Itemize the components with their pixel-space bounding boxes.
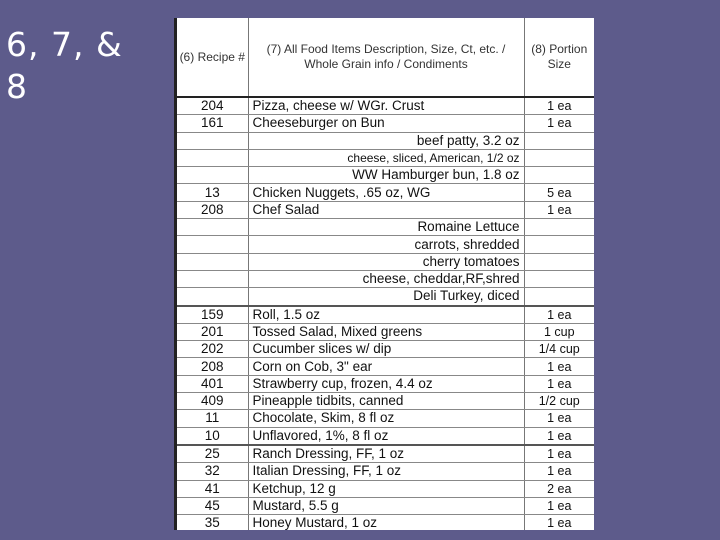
table-row <box>177 270 594 287</box>
portion-size-cell: 1/2 cup <box>524 393 594 410</box>
table-row <box>177 341 594 358</box>
recipe-number-cell <box>177 219 248 236</box>
recipe-number-cell: 161 <box>177 115 248 132</box>
table-row <box>177 480 594 497</box>
portion-size-cell <box>524 167 594 184</box>
food-description-cell: Mustard, 5.5 g <box>248 497 524 514</box>
table-row <box>177 132 594 149</box>
header-portion-size: (8) Portion Size <box>531 42 588 71</box>
recipe-number-cell: 10 <box>177 427 248 445</box>
portion-size-cell: 1 ea <box>524 445 594 463</box>
portion-size-cell <box>524 253 594 270</box>
food-description-cell: Chocolate, Skim, 8 fl oz <box>248 410 524 427</box>
table-header-row <box>177 18 594 97</box>
table-row <box>177 115 594 132</box>
table-row <box>177 393 594 410</box>
food-description-cell: Cucumber slices w/ dip <box>248 341 524 358</box>
food-description-cell: Unflavored, 1%, 8 fl oz <box>248 427 524 445</box>
recipe-number-cell: 409 <box>177 393 248 410</box>
food-description-cell: beef patty, 3.2 oz <box>248 132 524 149</box>
recipe-number-cell: 201 <box>177 323 248 340</box>
table-row <box>177 375 594 392</box>
food-description-cell: Cheeseburger on Bun <box>248 115 524 132</box>
food-description-cell: Pineapple tidbits, canned <box>248 393 524 410</box>
food-description-cell: carrots, shredded <box>248 236 524 253</box>
portion-size-cell: 1 ea <box>524 201 594 218</box>
header-recipe-number: (6) Recipe # <box>177 18 248 97</box>
table-row <box>177 201 594 218</box>
portion-size-cell: 1 ea <box>524 358 594 375</box>
portion-size-cell <box>524 236 594 253</box>
recipe-number-cell: 11 <box>177 410 248 427</box>
recipe-number-cell <box>177 236 248 253</box>
recipe-number-cell: 45 <box>177 497 248 514</box>
table-row <box>177 358 594 375</box>
recipe-number-cell <box>177 149 248 166</box>
portion-size-cell: 1/4 cup <box>524 341 594 358</box>
food-description-cell: cheese, sliced, American, 1/2 oz <box>248 149 524 166</box>
slide-title: 6, 7, & 8 <box>6 25 123 106</box>
table-row <box>177 184 594 201</box>
portion-size-cell <box>524 270 594 287</box>
food-description-cell: Pizza, cheese w/ WGr. Crust <box>248 97 524 115</box>
recipe-number-cell: 401 <box>177 375 248 392</box>
portion-size-cell: 2 ea <box>524 480 594 497</box>
table-row <box>177 149 594 166</box>
table-row <box>177 445 594 463</box>
portion-size-cell: 1 cup <box>524 323 594 340</box>
recipe-number-cell: 41 <box>177 480 248 497</box>
recipe-number-cell <box>177 132 248 149</box>
table-row <box>177 497 594 514</box>
header-food-description: (7) All Food Items Description, Size, Ct, etc. / Whole Grain info / Condiments <box>248 18 524 97</box>
food-description-cell: Romaine Lettuce <box>248 219 524 236</box>
table-row <box>177 323 594 340</box>
table-row <box>177 167 594 184</box>
table-row <box>177 306 594 324</box>
food-items-table <box>177 18 594 530</box>
portion-size-cell: 1 ea <box>524 306 594 324</box>
food-description-cell: Corn on Cob, 3" ear <box>248 358 524 375</box>
portion-size-cell: 1 ea <box>524 115 594 132</box>
table-row <box>177 427 594 445</box>
recipe-number-cell: 35 <box>177 515 248 530</box>
table-row <box>177 97 594 115</box>
portion-size-cell <box>524 219 594 236</box>
portion-size-cell: 1 ea <box>524 463 594 480</box>
recipe-number-cell: 159 <box>177 306 248 324</box>
recipe-number-cell: 204 <box>177 97 248 115</box>
production-record-sheet <box>174 18 594 530</box>
food-description-cell: Ketchup, 12 g <box>248 480 524 497</box>
table-row <box>177 463 594 480</box>
recipe-number-cell: 202 <box>177 341 248 358</box>
food-description-cell: WW Hamburger bun, 1.8 oz <box>248 167 524 184</box>
food-description-cell: Tossed Salad, Mixed greens <box>248 323 524 340</box>
table-row <box>177 236 594 253</box>
table-row <box>177 288 594 306</box>
food-description-cell: Roll, 1.5 oz <box>248 306 524 324</box>
food-description-cell: Chicken Nuggets, .65 oz, WG <box>248 184 524 201</box>
food-description-cell: Chef Salad <box>248 201 524 218</box>
table-row <box>177 410 594 427</box>
portion-size-cell: 1 ea <box>524 427 594 445</box>
recipe-number-cell: 25 <box>177 445 248 463</box>
portion-size-cell: 1 ea <box>524 515 594 530</box>
portion-size-cell <box>524 132 594 149</box>
recipe-number-cell: 32 <box>177 463 248 480</box>
recipe-number-cell <box>177 270 248 287</box>
food-description-cell: Honey Mustard, 1 oz <box>248 515 524 530</box>
portion-size-cell: 1 ea <box>524 375 594 392</box>
table-row <box>177 515 594 530</box>
table-row <box>177 219 594 236</box>
recipe-number-cell: 208 <box>177 201 248 218</box>
portion-size-cell <box>524 149 594 166</box>
portion-size-cell <box>524 288 594 306</box>
portion-size-cell: 5 ea <box>524 184 594 201</box>
recipe-number-cell <box>177 253 248 270</box>
recipe-number-cell: 208 <box>177 358 248 375</box>
food-description-cell: Ranch Dressing, FF, 1 oz <box>248 445 524 463</box>
food-description-cell: cheese, cheddar,RF,shred <box>248 270 524 287</box>
recipe-number-cell <box>177 167 248 184</box>
recipe-number-cell: 13 <box>177 184 248 201</box>
food-description-cell: Deli Turkey, diced <box>248 288 524 306</box>
table-row <box>177 253 594 270</box>
food-description-cell: Italian Dressing, FF, 1 oz <box>248 463 524 480</box>
food-description-cell: Strawberry cup, frozen, 4.4 oz <box>248 375 524 392</box>
recipe-number-cell <box>177 288 248 306</box>
portion-size-cell: 1 ea <box>524 497 594 514</box>
portion-size-cell: 1 ea <box>524 97 594 115</box>
portion-size-cell: 1 ea <box>524 410 594 427</box>
food-description-cell: cherry tomatoes <box>248 253 524 270</box>
